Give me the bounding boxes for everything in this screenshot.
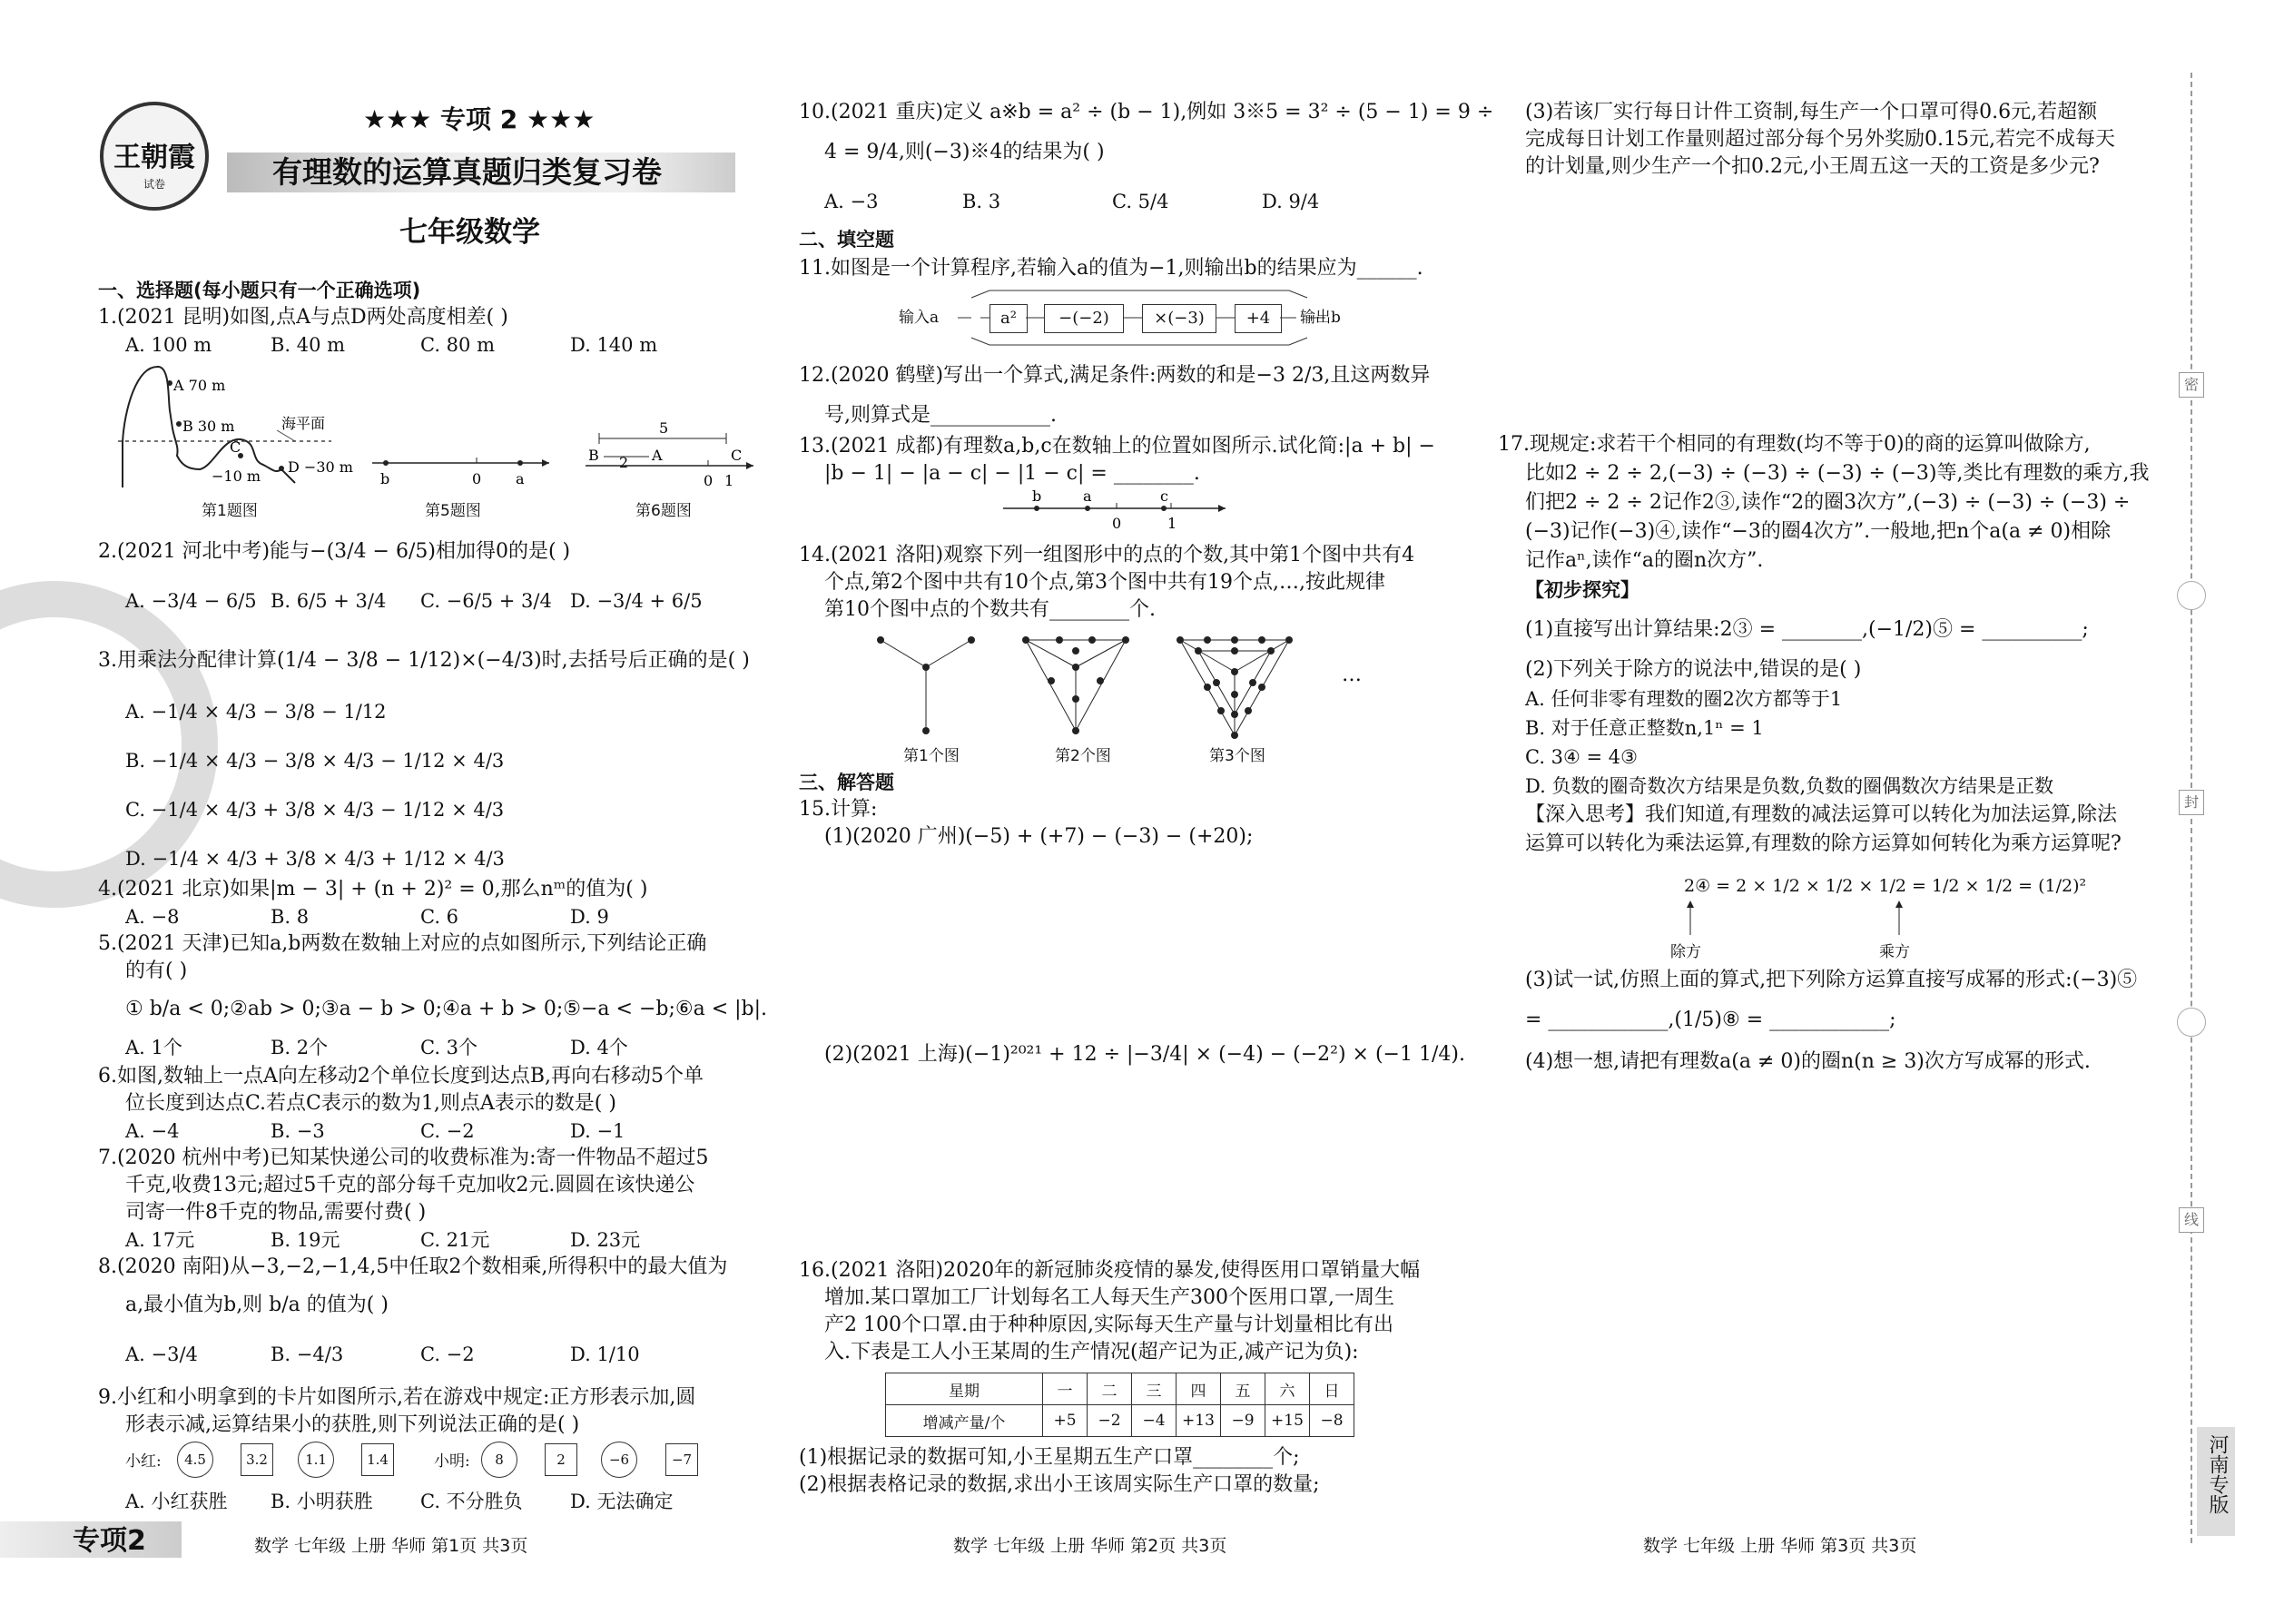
q3-option-c: C. −1/4 × 4/3 + 3/8 × 4/3 − 1/12 × 4/3 [125, 799, 505, 821]
q9-card-square: 1.4 [361, 1443, 394, 1476]
column-2 [772, 0, 1498, 1624]
fig5-caption: 第5题图 [425, 502, 481, 520]
punch-hole-2 [2177, 1008, 2206, 1037]
footer-page-2: 数学 七年级 上册 华师 第2页 共3页 [953, 1536, 1227, 1556]
q5-option-c: C. 3个 [420, 1037, 478, 1058]
seal-mark-2: 封 [2179, 790, 2204, 815]
q4-option-b: B. 8 [271, 906, 310, 928]
page-title: 有理数的运算真题归类复习卷 [272, 154, 662, 190]
explore-part-2: (2)下列关于除方的说法中,错误的是( ) [1525, 658, 1862, 681]
fig13-label-0: 0 [1112, 515, 1122, 532]
question-16-line-3: 产2 100个口罩.由于种种原因,实际每天生产量与计划量相比有出 [824, 1314, 1393, 1336]
table-cell: 星期 [886, 1373, 1043, 1405]
question-8-line-1: 8.(2020 南阳)从−3,−2,−1,4,5中任取2个数相乘,所得积中的最大值为 [98, 1255, 728, 1278]
e2-option-d: D. 负数的圈奇数次方结果是负数,负数的圈偶数次方结果是正数 [1525, 775, 2054, 797]
deep-think-line-2: 运算可以转化为乘法运算,有理数的除方运算如何转化为乘方运算呢? [1525, 832, 2122, 855]
table-cell: 四 [1177, 1373, 1221, 1405]
figure-1-mountain [113, 356, 359, 492]
q4-option-d: D. 9 [570, 906, 609, 928]
table-cell: 五 [1221, 1373, 1265, 1405]
fig6-label-zero: 0 [704, 472, 714, 489]
q2-option-a: A. −3/4 − 6/5 [125, 590, 257, 612]
page-subtitle: 七年级数学 [399, 216, 540, 249]
question-16-line-2: 增加.某口罩加工厂计划每名工人每天生产300个医用口罩,一周生 [824, 1286, 1394, 1309]
fig14-caption-3: 第3个图 [1209, 747, 1265, 765]
q10-option-c: C. 5/4 [1112, 191, 1169, 212]
question-6-line-1: 6.如图,数轴上一点A向左移动2个单位长度到达点B,再向右移动5个单 [98, 1065, 704, 1088]
production-table [885, 1373, 1354, 1437]
explore-part-4: (4)想一想,请把有理数a(a ≠ 0)的圈n(n ≥ 3)次方写成幂的形式. [1525, 1050, 2091, 1073]
arrow-label-division: 除方 [1670, 943, 1701, 961]
q10-option-a: A. −3 [824, 191, 879, 212]
table-cell: +15 [1265, 1405, 1310, 1437]
fig14-more: … [1342, 664, 1362, 686]
q9-option-d: D. 无法确定 [570, 1491, 674, 1512]
table-cell: −8 [1310, 1405, 1354, 1437]
question-15: 15.计算: [799, 798, 878, 821]
footer-badge: 专项2 [73, 1525, 146, 1557]
explore-part-3-line-1: (3)试一试,仿照上面的算式,把下列除方运算直接写成幂的形式:(−3)⑤ [1525, 969, 2138, 991]
fig1-caption: 第1题图 [202, 502, 258, 520]
q8-option-d: D. 1/10 [570, 1343, 640, 1365]
question-9-line-1: 9.小红和小明拿到的卡片如图所示,若在游戏中规定:正方形表示加,圆 [98, 1386, 696, 1409]
q9-label-ming: 小明: [434, 1452, 470, 1471]
q3-option-b: B. −1/4 × 4/3 − 3/8 × 4/3 − 1/12 × 4/3 [125, 750, 505, 772]
q9-card-circle: 8 [481, 1442, 517, 1478]
table-cell: +5 [1043, 1405, 1088, 1437]
q9-option-b: B. 小明获胜 [271, 1491, 373, 1512]
fig13-label-a: a [1083, 490, 1092, 505]
q9-card-square: 3.2 [241, 1443, 273, 1476]
question-8-line-2: a,最小值为b,则 b/a 的值为( ) [125, 1294, 389, 1316]
question-16-line-4: 入.下表是工人小王某周的生产情况(超产记为正,减产记为负): [824, 1341, 1359, 1363]
flow-step-3: ×(−3) [1142, 304, 1216, 333]
question-16-part-3-line-1: (3)若该厂实行每日计件工资制,每生产一个口罩可得0.6元,若超额 [1525, 101, 2098, 123]
figure-13-number-line [999, 490, 1235, 537]
column-3 [1498, 0, 2188, 1624]
q1-option-d: D. 140 m [570, 334, 658, 356]
question-15-part-1: (1)(2020 广州)(−5) + (+7) − (−3) − (+20); [824, 825, 1254, 848]
edition-tag-text: 河南专版 [2206, 1434, 2229, 1514]
fig1-label-sea: 海平面 [281, 415, 326, 432]
question-15-part-2: (2)(2021 上海)(−1)²⁰²¹ + 12 ÷ |−3/4| × (−4) − (−2²) × (−1 1/4). [824, 1043, 1465, 1066]
question-14-line-2: 个点,第2个图中共有10个点,第3个图中共有19个点,…,按此规律 [824, 571, 1385, 594]
q3-option-d: D. −1/4 × 4/3 + 3/8 × 4/3 + 1/12 × 4/3 [125, 848, 505, 870]
fig13-label-c: c [1160, 490, 1168, 505]
table-cell: 二 [1088, 1373, 1132, 1405]
e2-option-a: A. 任何非零有理数的圈2次方都等于1 [1525, 688, 1843, 710]
seal-mark-3: 线 [2179, 1207, 2204, 1233]
q6-option-c: C. −2 [420, 1120, 475, 1142]
q1-option-c: C. 80 m [420, 334, 495, 356]
fig5-label-a: a [516, 470, 525, 487]
table-cell: +13 [1177, 1405, 1221, 1437]
fig13-label-b: b [1032, 490, 1042, 505]
q5-option-b: B. 2个 [271, 1037, 329, 1058]
q7-option-a: A. 17元 [125, 1229, 195, 1251]
explore-heading: 【初步探究】 [1525, 579, 1639, 601]
footer-page-1: 数学 七年级 上册 华师 第1页 共3页 [254, 1536, 528, 1556]
question-13-line-1: 13.(2021 成都)有理数a,b,c在数轴上的位置如图所示.试化简:|a + b| − [799, 435, 1435, 458]
q2-option-d: D. −3/4 + 6/5 [570, 590, 703, 612]
q7-option-d: D. 23元 [570, 1229, 641, 1251]
q7-option-b: B. 19元 [271, 1229, 340, 1251]
q9-option-a: A. 小红获胜 [125, 1491, 228, 1512]
table-row [886, 1405, 1354, 1437]
question-17-line-2: 比如2 ÷ 2 ÷ 2,(−3) ÷ (−3) ÷ (−3) ÷ (−3)等,类比有理数的乘方,我 [1525, 462, 2150, 485]
flow-step-4: +4 [1235, 304, 1282, 333]
question-13-line-2: |b − 1| − |a − c| − |1 − c| = ________. [824, 462, 1200, 485]
fig5-label-0: 0 [472, 470, 482, 487]
figure-5-number-line [368, 449, 558, 490]
fig6-label-a: A [652, 447, 663, 464]
fig6-caption: 第6题图 [635, 502, 692, 520]
question-10-line-2: 4 = 9/4,则(−3)※4的结果为( ) [824, 141, 1105, 163]
flow-input: 输入a [899, 309, 940, 327]
fig14-caption-1: 第1个图 [903, 747, 960, 765]
q1-option-b: B. 40 m [271, 334, 346, 356]
explore-part-1: (1)直接写出计算结果:2③ = ________,(−1/2)⑤ = __________; [1525, 618, 2089, 641]
question-7-line-3: 司寄一件8千克的物品,需要付费( ) [125, 1201, 427, 1224]
fig14-caption-2: 第2个图 [1055, 747, 1111, 765]
q6-option-d: D. −1 [570, 1120, 625, 1142]
question-10-line-1: 10.(2021 重庆)定义 a※b = a² ÷ (b − 1),例如 3※5 = 3² ÷ (5 − 1) = 9 ÷ [799, 101, 1494, 123]
formula-arrows [1679, 899, 1915, 939]
question-5-line-1: 5.(2021 天津)已知a,b两数在数轴上对应的点如图所示,下列结论正确 [98, 932, 707, 955]
fig6-label-one: 1 [724, 472, 734, 489]
question-11: 11.如图是一个计算程序,若输入a的值为−1,则输出b的结果应为______. [799, 257, 1423, 280]
flow-step-2: −(−2) [1044, 304, 1124, 333]
q9-label-hong: 小红: [125, 1452, 162, 1471]
q5-option-d: D. 4个 [570, 1037, 628, 1058]
section-heading-3: 三、解答题 [799, 772, 894, 793]
question-17-line-4: (−3)记作(−3)④,读作“−3的圈4次方”.一般地,把n个a(a ≠ 0)相除 [1525, 520, 2112, 543]
question-16-part-1: (1)根据记录的数据可知,小王星期五生产口罩________个; [799, 1446, 1300, 1469]
question-17-line-5: 记作aⁿ,读作“a的圈n次方”. [1525, 549, 1764, 572]
table-cell: −2 [1088, 1405, 1132, 1437]
fig1-label-b: B 30 m [182, 418, 235, 435]
q9-card-circle: 4.5 [177, 1442, 213, 1478]
table-cell: 三 [1132, 1373, 1177, 1405]
q8-option-c: C. −2 [420, 1343, 475, 1365]
brand-name: 王朝霞 [113, 142, 195, 173]
question-7-line-2: 千克,收费13元;超过5千克的部分每千克加收2元.圆圆在该快递公 [125, 1174, 695, 1196]
figure-6-number-line [581, 413, 763, 493]
fig6-label-b: B [588, 447, 599, 464]
q4-option-c: C. 6 [420, 906, 459, 928]
q2-option-b: B. 6/5 + 3/4 [271, 590, 387, 612]
formula: 2④ = 2 × 1/2 × 1/2 × 1/2 = 1/2 × 1/2 = (1/2)² [1684, 876, 2087, 896]
question-16-part-2: (2)根据表格记录的数据,求出小王该周实际生产口罩的数量; [799, 1473, 1320, 1496]
question-14-line-1: 14.(2021 洛阳)观察下列一组图形中的点的个数,其中第1个图中共有4 [799, 544, 1415, 566]
brand-sub: 试卷 [143, 178, 165, 191]
fig1-label-c2: −10 m [212, 468, 261, 485]
q9-option-c: C. 不分胜负 [420, 1491, 523, 1512]
footer-page-3: 数学 七年级 上册 华师 第3页 共3页 [1643, 1536, 1917, 1556]
deep-think-line-1: 【深入思考】我们知道,有理数的减法运算可以转化为加法运算,除法 [1525, 803, 2117, 826]
question-1: 1.(2021 昆明)如图,点A与点D两处高度相差( ) [98, 306, 508, 329]
table-row [886, 1373, 1354, 1405]
e2-option-c: C. 3④ = 4③ [1525, 746, 1638, 768]
table-cell: 增减产量/个 [886, 1405, 1043, 1437]
question-16-line-1: 16.(2021 洛阳)2020年的新冠肺炎疫情的暴发,使得医用口罩销量大幅 [799, 1259, 1421, 1282]
seal-mark-1: 密 [2179, 372, 2204, 398]
brand-logo [100, 102, 209, 211]
table-cell: 日 [1310, 1373, 1354, 1405]
question-7-line-1: 7.(2020 杭州中考)已知某快递公司的收费标准为:寄一件物品不超过5 [98, 1147, 709, 1169]
fig13-label-1: 1 [1167, 515, 1177, 532]
fig1-label-d: D −30 m [288, 458, 353, 476]
q9-card-square: 2 [545, 1443, 577, 1476]
fig6-label-mid: 2 [619, 454, 629, 471]
column-1 [0, 0, 772, 1624]
section-heading-2: 二、填空题 [799, 229, 894, 251]
q9-card-circle: −6 [601, 1442, 637, 1478]
q3-option-a: A. −1/4 × 4/3 − 3/8 − 1/12 [125, 701, 387, 723]
fig6-label-top: 5 [659, 419, 669, 437]
fig5-label-b: b [380, 470, 390, 487]
figure-14-triangles [871, 631, 1325, 749]
question-14-line-3: 第10个图中点的个数共有________个. [824, 598, 1156, 621]
question-17-line-3: 们把2 ÷ 2 ÷ 2记作2③,读作“2的圈3次方”,(−3) ÷ (−3) ÷ (−3) ÷ [1525, 491, 2131, 514]
question-3: 3.用乘法分配律计算(1/4 − 3/8 − 1/12)×(−4/3)时,去括号后正确的是( ) [98, 649, 750, 672]
q6-option-b: B. −3 [271, 1120, 325, 1142]
flow-step-1: a² [989, 304, 1028, 333]
question-12-line-2: 号,则算式是____________. [824, 404, 1057, 427]
q7-option-c: C. 21元 [420, 1229, 490, 1251]
arrow-label-power: 乘方 [1879, 943, 1910, 961]
q8-option-a: A. −3/4 [125, 1343, 198, 1365]
question-6-line-2: 位长度到达点C.若点C表示的数为1,则点A表示的数是( ) [125, 1092, 616, 1115]
flow-output: 输出b [1300, 309, 1341, 327]
question-2: 2.(2021 河北中考)能与−(3/4 − 6/5)相加得0的是( ) [98, 540, 571, 563]
q10-option-b: B. 3 [962, 191, 1001, 212]
question-12-line-1: 12.(2020 鹤壁)写出一个算式,满足条件:两数的和是−3 2/3,且这两数异 [799, 364, 1431, 387]
table-cell: −9 [1221, 1405, 1265, 1437]
question-5-line-2: 的有( ) [125, 960, 188, 982]
q6-option-a: A. −4 [125, 1120, 180, 1142]
q2-option-c: C. −6/5 + 3/4 [420, 590, 552, 612]
q5-option-a: A. 1个 [125, 1037, 182, 1058]
punch-hole-1 [2177, 581, 2206, 610]
header-stars: ★★★ 专项 2 ★★★ [363, 104, 596, 134]
e2-option-b: B. 对于任意正整数n,1ⁿ = 1 [1525, 717, 1764, 739]
q9-card-square: −7 [665, 1443, 698, 1476]
section-heading-1: 一、选择题(每小题只有一个正确选项) [98, 280, 421, 301]
table-cell: 六 [1265, 1373, 1310, 1405]
question-5-line-3: ① b/a < 0;②ab > 0;③a − b > 0;④a + b > 0;⑤−a < −b;⑥a < |b|. [125, 998, 768, 1020]
table-cell: −4 [1132, 1405, 1177, 1437]
question-4: 4.(2021 北京)如果|m − 3| + (n + 2)² = 0,那么nᵐ的值为( ) [98, 878, 648, 901]
question-9-line-2: 形表示减,运算结果小的获胜,则下列说法正确的是( ) [125, 1413, 580, 1436]
fig1-label-a: A 70 m [173, 377, 226, 394]
question-17-line-1: 17.现规定:求若干个相同的有理数(均不等于0)的商的运算叫做除方, [1498, 433, 2091, 456]
table-cell: 一 [1043, 1373, 1088, 1405]
fig6-label-c: C [731, 447, 743, 464]
q4-option-a: A. −8 [125, 906, 180, 928]
q10-option-d: D. 9/4 [1262, 191, 1320, 212]
q9-card-circle: 1.1 [298, 1442, 334, 1478]
q1-option-a: A. 100 m [125, 334, 212, 356]
q8-option-b: B. −4/3 [271, 1343, 344, 1365]
explore-part-3-line-2: = ____________,(1/5)⑧ = ____________; [1525, 1009, 1896, 1031]
question-16-part-3-line-3: 的计划量,则少生产一个扣0.2元,小王周五这一天的工资是多少元? [1525, 155, 2100, 178]
fig1-label-c: C [230, 438, 241, 456]
question-16-part-3-line-2: 完成每日计划工作量则超过部分每个另外奖励0.15元,若完不成每天 [1525, 128, 2115, 151]
